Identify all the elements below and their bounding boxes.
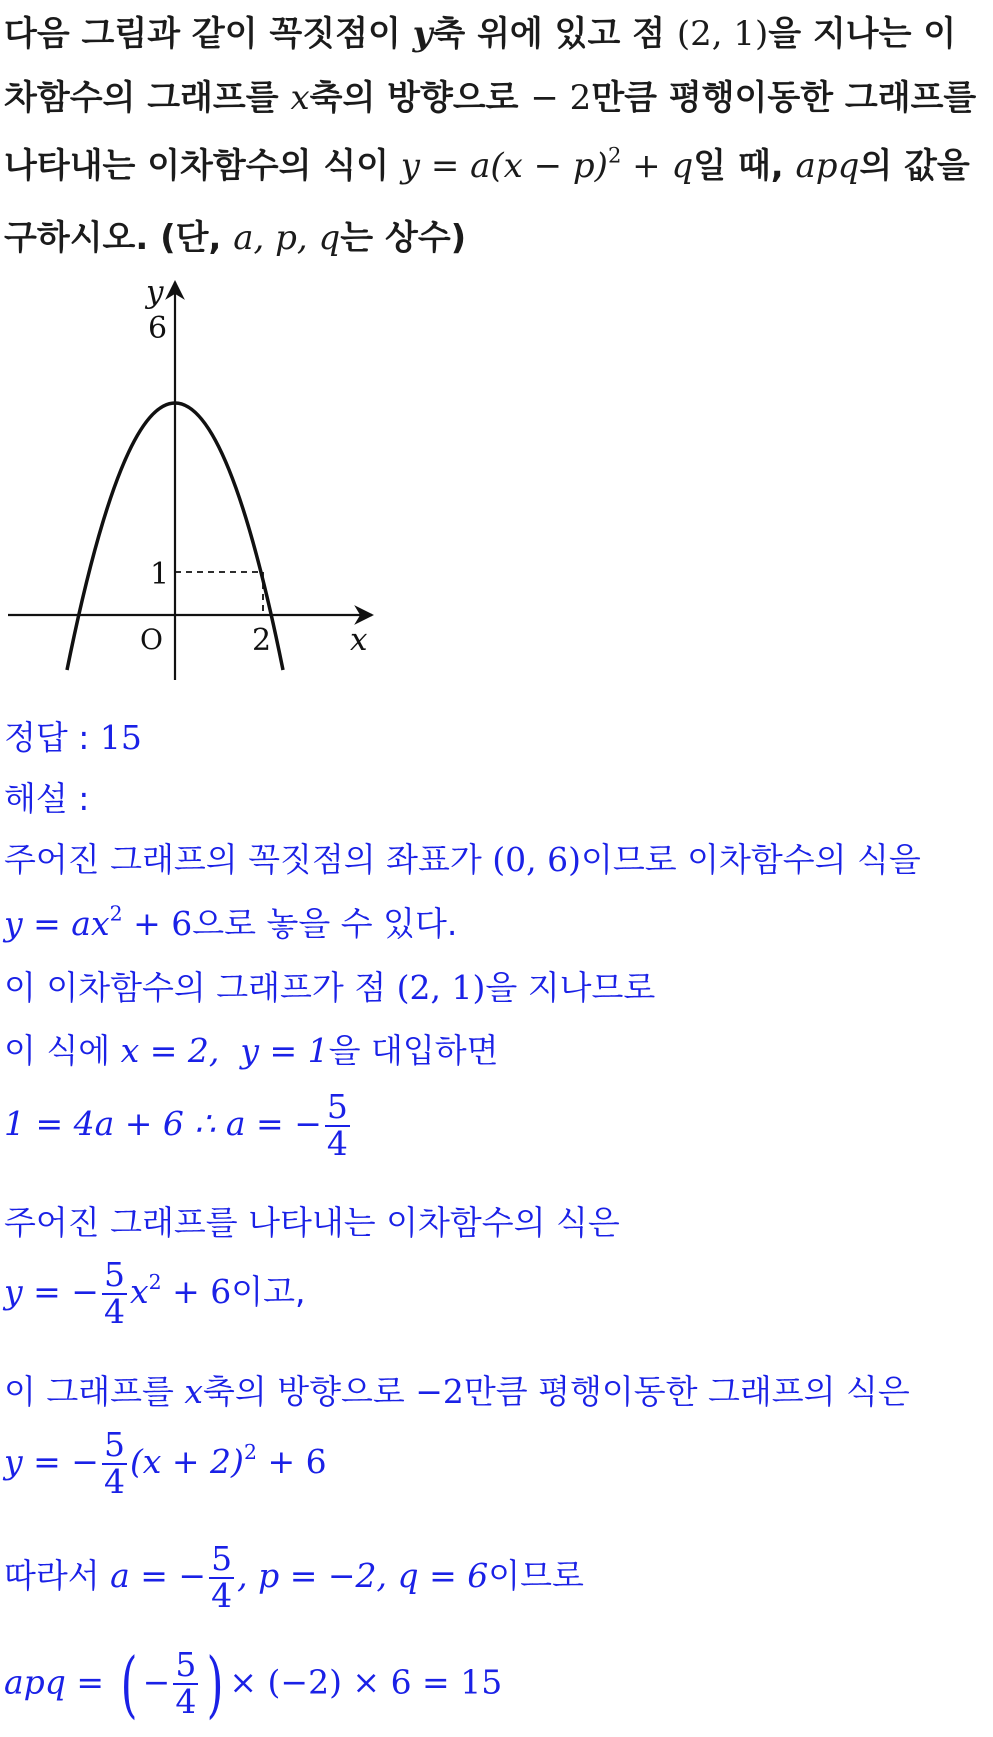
solution-text: 이므로 이차함수의 식을 bbox=[581, 840, 921, 879]
fraction-numerator: 5 bbox=[211, 1539, 233, 1578]
solution-line-9 bbox=[4, 1425, 327, 1501]
math-exponent: 2 bbox=[109, 901, 123, 926]
answer-value: 15 bbox=[99, 718, 142, 757]
problem-text: 나타내는 이차함수의 식이 bbox=[4, 146, 401, 186]
math-formula: + 6 bbox=[256, 1442, 327, 1482]
tick-label-y1: 1 bbox=[150, 557, 170, 592]
fraction-denominator: 4 bbox=[326, 1123, 348, 1163]
solution-line-4 bbox=[4, 1025, 499, 1072]
math-point: (2, 1) bbox=[396, 968, 486, 1007]
math-point: (0, 6) bbox=[492, 840, 581, 879]
math-value: − 2 bbox=[530, 78, 592, 118]
solution-text: 을 대입하면 bbox=[328, 1031, 499, 1070]
math-formula: × (−2) × 6 = 15 bbox=[229, 1662, 503, 1702]
tick-label-x2: 2 bbox=[252, 623, 272, 658]
solution-text: 따라서 bbox=[4, 1556, 111, 1596]
fraction bbox=[325, 1087, 350, 1163]
problem-line-4 bbox=[4, 210, 466, 259]
fraction-denominator: 4 bbox=[175, 1682, 197, 1721]
math-formula: x = 2, bbox=[120, 1031, 220, 1070]
problem-line-3 bbox=[4, 138, 970, 187]
fraction-denominator: 4 bbox=[103, 1461, 125, 1501]
origin-label: O bbox=[140, 623, 163, 656]
problem-text: 구하시오. (단, bbox=[4, 218, 234, 258]
solution-line-5 bbox=[4, 1087, 353, 1163]
solution-text: 이므로 bbox=[488, 1556, 584, 1596]
problem-text: 축의 방향으로 bbox=[309, 78, 531, 118]
math-exponent: 2 bbox=[607, 142, 622, 168]
math-formula: x bbox=[129, 1272, 149, 1312]
fraction-denominator: 4 bbox=[103, 1291, 125, 1331]
solution-text: 이고, bbox=[231, 1272, 306, 1312]
math-formula: a = − bbox=[110, 1556, 207, 1596]
math-formula: apq = bbox=[4, 1662, 115, 1702]
fraction-numerator: 5 bbox=[103, 1425, 125, 1464]
fraction bbox=[209, 1539, 234, 1615]
problem-text: 일 때, bbox=[693, 146, 796, 186]
fraction-denominator: 4 bbox=[211, 1575, 233, 1615]
solution-text: 만큼 평행이동한 그래프의 식은 bbox=[463, 1372, 910, 1411]
problem-line-1 bbox=[4, 6, 956, 55]
math-formula: y = − bbox=[4, 1442, 99, 1482]
parabola-graph bbox=[0, 272, 400, 692]
solution-line-10 bbox=[4, 1539, 584, 1615]
math-formula: , p = −2, q = 6 bbox=[237, 1556, 489, 1596]
math-var: y bbox=[412, 14, 433, 54]
math-var: x bbox=[184, 1372, 203, 1411]
problem-text: 만큼 평행이동한 그래프를 bbox=[591, 78, 977, 118]
solution-text: 으로 놓을 수 있다. bbox=[192, 904, 458, 943]
fraction-numerator: 5 bbox=[326, 1087, 348, 1126]
problem-text: 의 값을 bbox=[859, 146, 970, 186]
solution-text: 을 지나므로 bbox=[485, 968, 656, 1007]
solution-line-1 bbox=[4, 834, 921, 881]
math-formula: + q bbox=[621, 146, 694, 186]
solution-text: 이 식에 bbox=[4, 1031, 121, 1070]
fraction-numerator: 5 bbox=[175, 1645, 197, 1685]
math-formula: + 6 bbox=[122, 904, 193, 943]
solution-line-11 bbox=[4, 1642, 503, 1726]
problem-text: 을 지나는 이 bbox=[768, 14, 957, 54]
problem-text: 다음 그림과 같이 꼭짓점이 bbox=[4, 14, 413, 54]
problem-text: 차함수의 그래프를 bbox=[4, 78, 291, 118]
math-formula: y = − bbox=[4, 1272, 99, 1312]
math-formula: (x + 2) bbox=[129, 1442, 244, 1482]
math-var: apq bbox=[795, 146, 860, 186]
solution-text: 이 이차함수의 그래프가 점 bbox=[4, 968, 397, 1007]
solution-line-6: 주어진 그래프를 나타내는 이차함수의 식은 bbox=[4, 1203, 620, 1242]
left-paren: ( bbox=[120, 1642, 138, 1726]
problem-text: 축 위에 있고 점 bbox=[432, 14, 677, 54]
solution-line-8 bbox=[4, 1366, 910, 1413]
math-exponent: 2 bbox=[243, 1439, 257, 1464]
fraction bbox=[102, 1425, 127, 1501]
math-formula: + 6 bbox=[161, 1272, 232, 1312]
problem-line-2 bbox=[4, 70, 976, 119]
fraction bbox=[173, 1645, 198, 1721]
right-paren: ) bbox=[206, 1642, 224, 1726]
math-sign: − bbox=[142, 1662, 171, 1702]
solution-line-2 bbox=[4, 898, 457, 945]
math-formula: y = a(x − p) bbox=[400, 146, 608, 186]
solution-text: 이 그래프를 bbox=[4, 1372, 185, 1411]
solution-text: 축의 방향으로 bbox=[203, 1372, 416, 1411]
explanation-label: 해설 : bbox=[4, 779, 90, 818]
math-formula: 1 = 4a + 6 ∴ a = − bbox=[4, 1104, 322, 1144]
solution-line-3 bbox=[4, 962, 655, 1009]
math-var: x bbox=[290, 78, 310, 118]
problem-text: 는 상수) bbox=[340, 218, 467, 258]
tick-label-y6: 6 bbox=[148, 311, 168, 346]
math-vars: a, p, q bbox=[233, 218, 341, 258]
fraction bbox=[102, 1255, 127, 1331]
math-value: −2 bbox=[415, 1372, 464, 1411]
answer-line bbox=[4, 712, 142, 759]
answer-label: 정답 : bbox=[4, 718, 100, 757]
solution-text: 주어진 그래프의 꼭짓점의 좌표가 bbox=[4, 840, 493, 879]
math-exponent: 2 bbox=[148, 1269, 162, 1294]
math-point: (2, 1) bbox=[676, 14, 769, 54]
y-axis-label: y bbox=[146, 274, 164, 310]
x-axis-label: x bbox=[350, 622, 368, 658]
fraction-numerator: 5 bbox=[103, 1255, 125, 1294]
math-formula: y = 1 bbox=[240, 1031, 329, 1070]
solution-line-7 bbox=[4, 1255, 306, 1331]
math-formula: y = ax bbox=[4, 904, 110, 943]
